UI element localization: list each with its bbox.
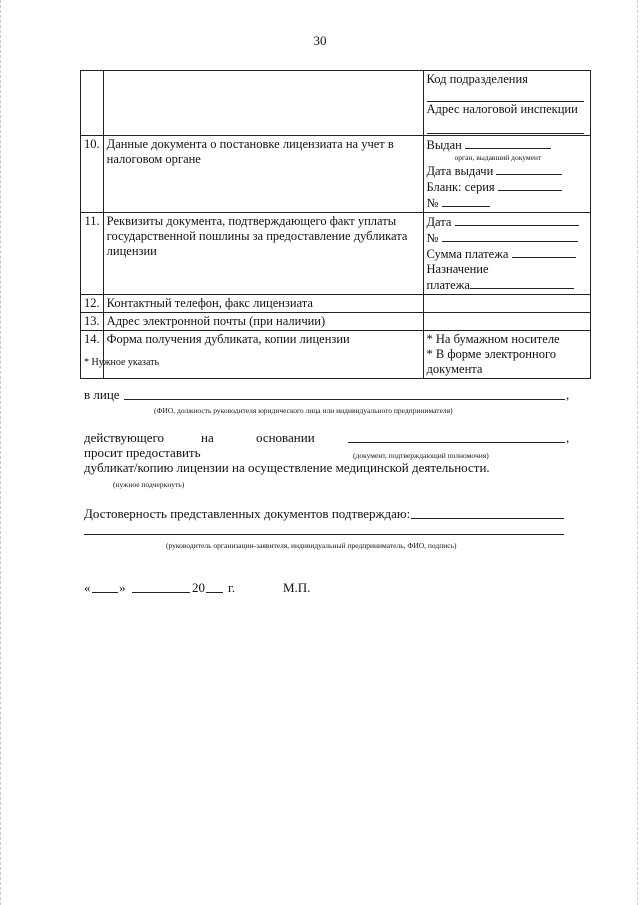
code-field[interactable] [427,91,584,102]
in-person-comma: , [566,387,570,402]
date-day-field[interactable] [92,580,118,593]
payment-purpose-label: Назначение [426,262,489,276]
row-description: Данные документа о постановке лицензиата на учет в налоговом органе [103,136,423,213]
row-description: Контактный телефон, факс лицензиата [103,295,423,313]
blank-series-field[interactable] [498,179,562,191]
underline-hint: (нужное подчеркнуть) [113,480,185,489]
acting-comma: , [566,430,570,445]
payment-purpose-field[interactable] [470,277,574,289]
payment-number-field[interactable] [442,230,578,242]
in-person-field[interactable] [124,387,565,400]
row-number: 12. [81,295,104,313]
blank-series-label: Бланк: серия [426,180,495,194]
option-electronic[interactable]: * В форме электронного документа [426,347,557,376]
blank-number-field[interactable] [442,195,490,207]
date-year-suffix: г. [228,580,236,595]
page-edge-left [0,0,3,905]
address-field[interactable] [427,123,584,134]
in-person-label: в лице [84,387,120,402]
payment-sum-field[interactable] [512,246,576,258]
row-description: Адрес электронной почты (при наличии) [103,313,423,331]
signature-hint: (руководитель организации-заявителя, индивидуальный предприниматель, ФИО, подпись) [166,541,457,550]
email-field[interactable] [423,313,590,331]
row-number: 14. [81,331,104,379]
form-table [80,70,591,379]
requests-label: просит предоставить [84,445,201,460]
payment-number-label: № [426,231,439,245]
issue-date-field[interactable] [496,163,562,175]
row-number: 13. [81,313,104,331]
table-row-10 [81,136,591,213]
blank-number-label: № [426,196,439,210]
code-label: Код подразделения [426,72,528,86]
confirm-text: Достоверность представленных документов подтверждаю: [84,506,411,521]
row-description: Реквизиты документа, подтверждающего факт уплаты государственной пошлины за предоставление дубликата лицензии [103,213,423,295]
row-number-cell [81,71,104,136]
on-word: на [201,430,214,445]
issued-label: Выдан [426,138,462,152]
option-paper[interactable]: * На бумажном носителе [426,332,560,346]
payment-purpose-label-2: платежа [426,278,470,292]
confirm-field[interactable] [411,506,564,519]
row-description: Форма получения дубликата, копии лицензии [103,331,423,379]
acting-word: действующего [84,430,164,445]
row-value-cell [423,136,590,213]
signature-field[interactable] [84,522,564,535]
issue-date-label: Дата выдачи [426,164,494,178]
page-edge-right [635,0,638,905]
table-row-13 [81,313,591,331]
in-person-hint: (ФИО, должность руководителя юридического лица или индивидуального предпринимателя) [154,406,453,415]
issued-hint: орган, выдавший документ [454,153,542,162]
row-number: 10. [81,136,104,213]
basis-hint: (документ, подтверждающий полномочия) [353,451,489,460]
payment-date-field[interactable] [455,214,579,226]
date-open-quote: « [84,580,91,595]
row-value-cell [423,331,590,379]
footnote: * Нужное указать [84,357,160,368]
issued-field[interactable] [465,137,551,149]
table-row-12 [81,295,591,313]
date-month-field[interactable] [132,580,190,593]
row-value-cell [423,213,590,295]
table-row-top [81,71,591,136]
basis-word: основании [256,430,315,445]
page-number: 30 [313,33,327,48]
stamp-label: М.П. [283,580,311,595]
row-value-cell [423,71,590,136]
address-label: Адрес налоговой инспекции [426,102,578,116]
table-row-14 [81,331,591,379]
date-year-field[interactable] [206,580,223,593]
payment-date-label: Дата [426,215,452,229]
date-close-quote: » [119,580,126,595]
row-number: 11. [81,213,104,295]
date-year-prefix: 20 [192,580,205,595]
table-row-11 [81,213,591,295]
basis-field[interactable] [348,430,565,443]
request-text: дубликат/копию лицензии на осуществление медицинской деятельности. [84,460,490,475]
payment-sum-label: Сумма платежа [426,247,509,261]
phone-field[interactable] [423,295,590,313]
row-description-cell [103,71,423,136]
